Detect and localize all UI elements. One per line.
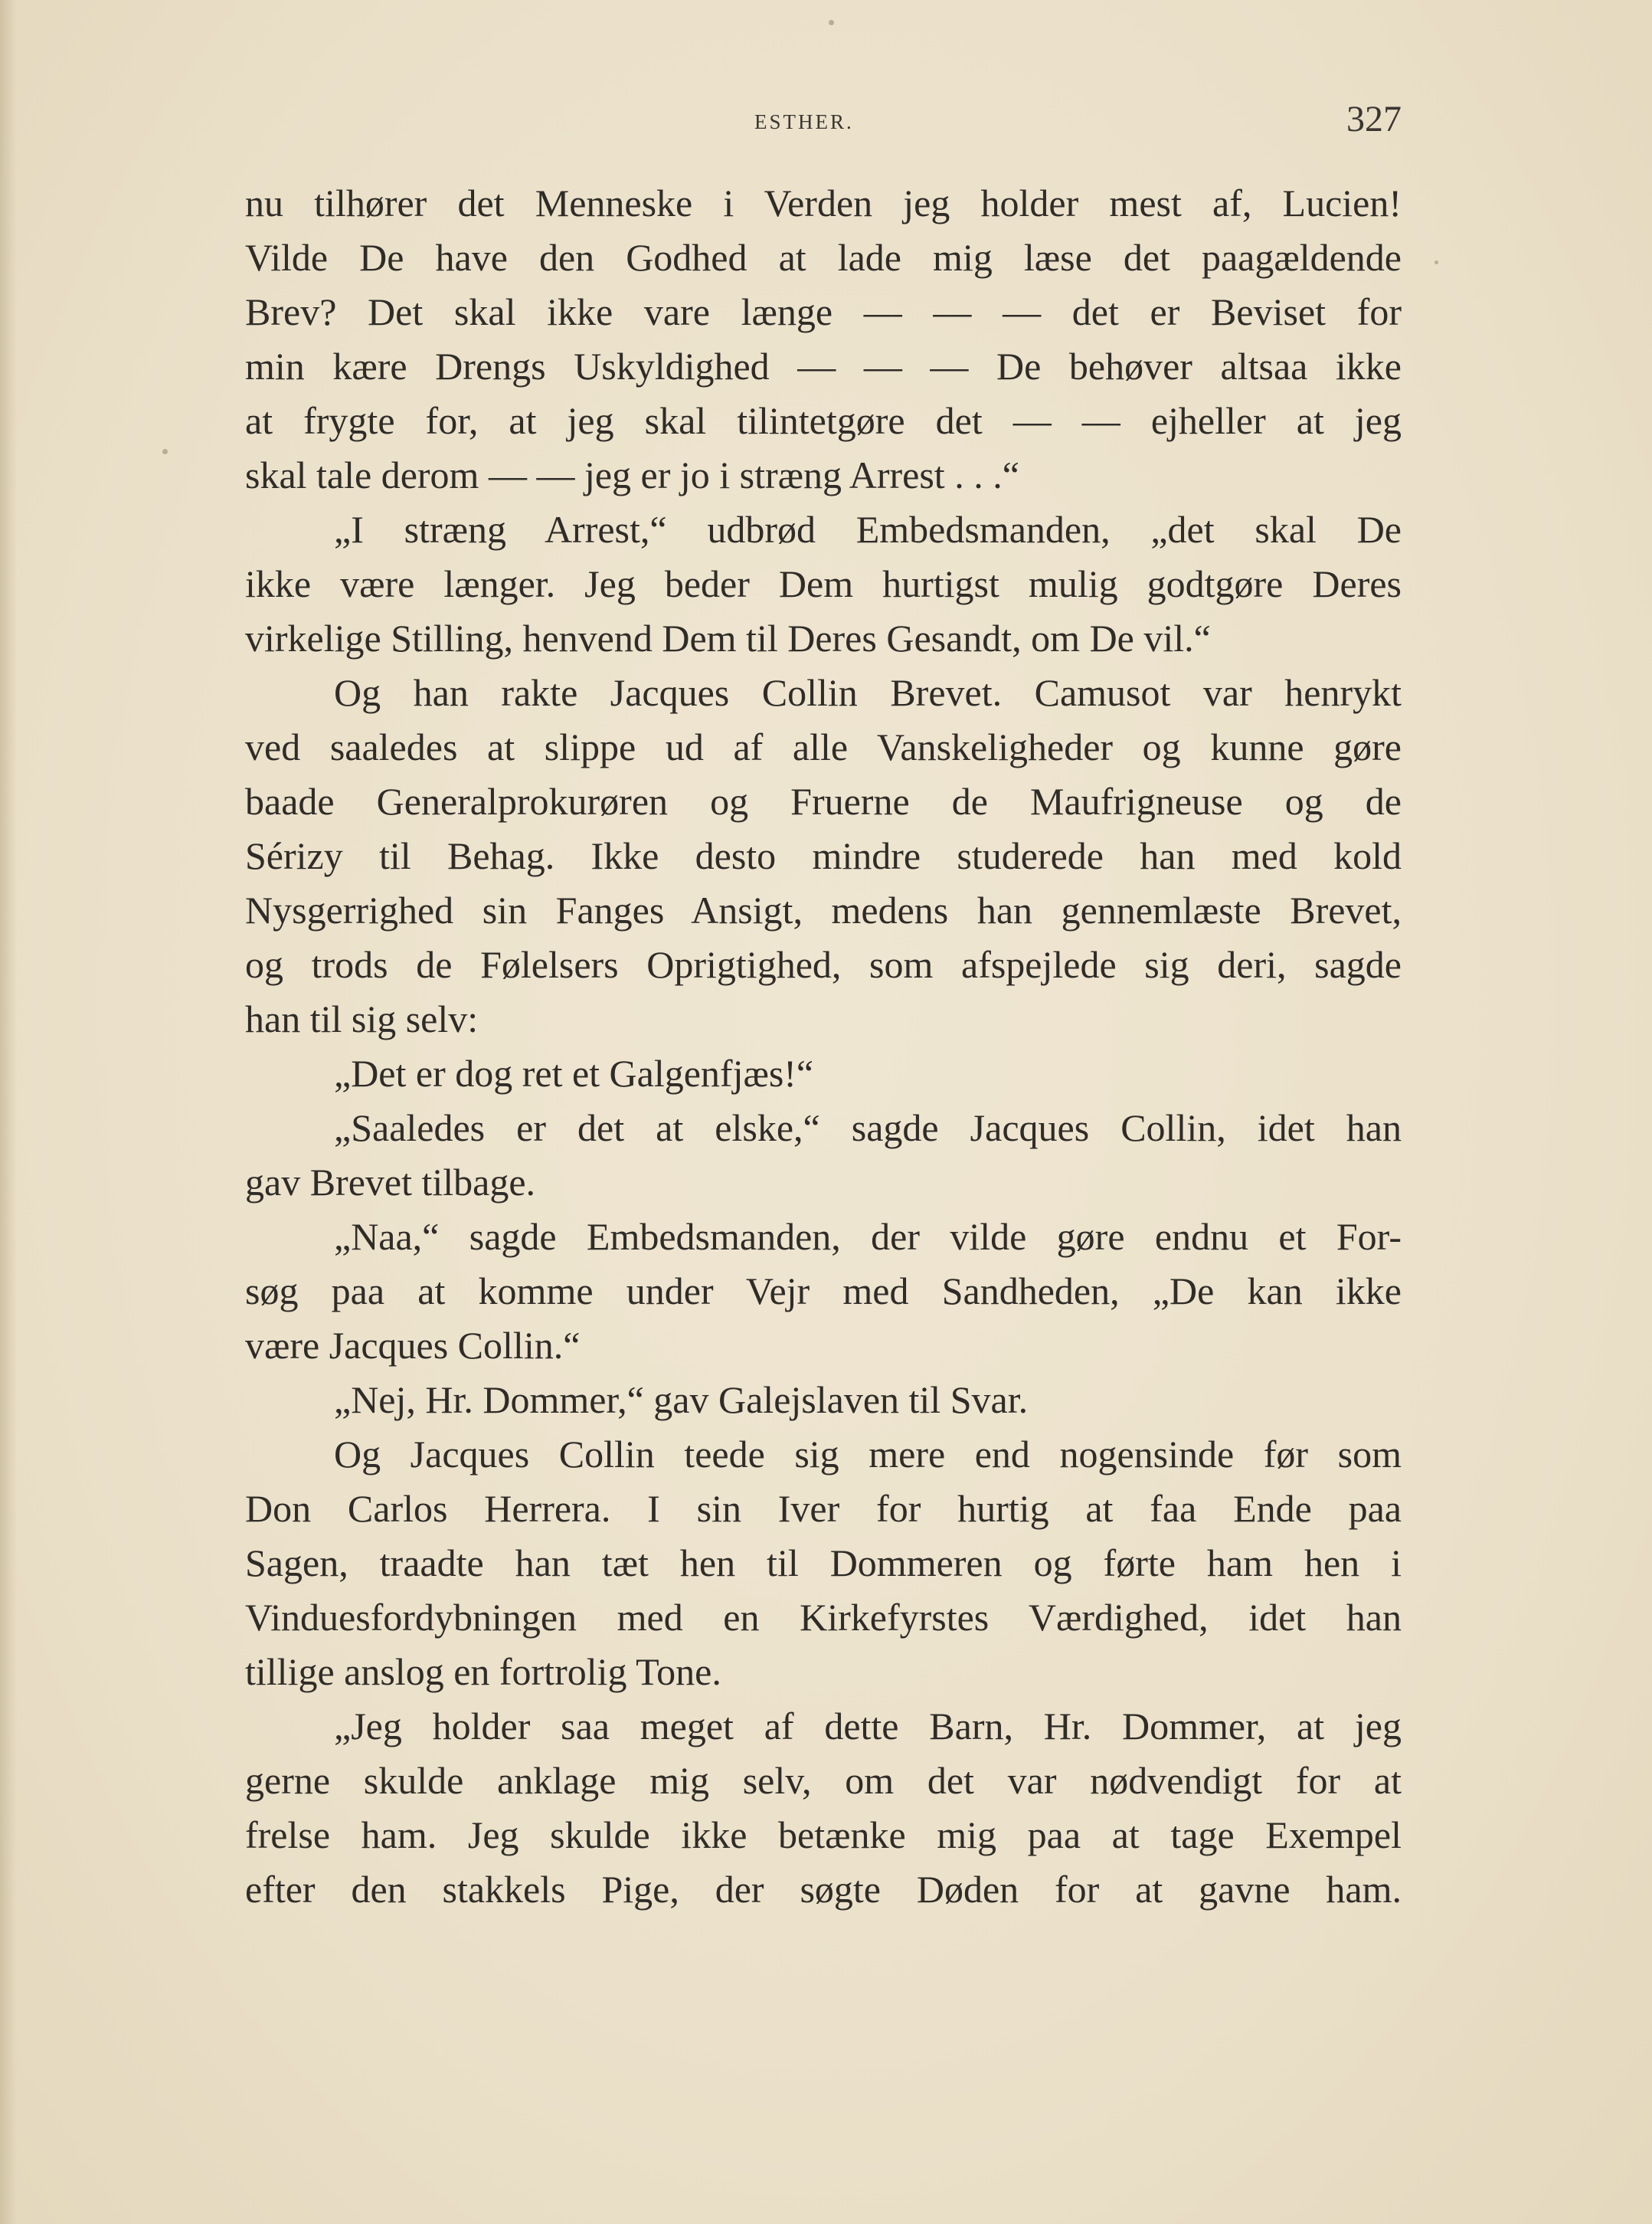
text-line: „Nej, Hr. Dommer,“ gav Galejslaven til Svar. — [334, 1378, 1029, 1421]
text-line: baade Generalprokurøren og Fruerne de Maufrigneuse og de — [245, 780, 1402, 823]
text-line: Brev? Det skal ikke vare længe — — — det er Beviset for — [245, 290, 1402, 333]
text-line: „Naa,“ sagde Embedsmanden, der vilde gøre endnu et For- — [334, 1215, 1402, 1258]
text-line: gerne skulde anklage mig selv, om det var nødvendigt for at — [245, 1759, 1402, 1802]
text-line: være Jacques Collin.“ — [245, 1324, 581, 1367]
text-line: Og Jacques Collin teede sig mere end nogensinde før som — [334, 1433, 1402, 1476]
text-line: „I stræng Arrest,“ udbrød Embedsmanden, „det skal De — [334, 508, 1402, 551]
text-line: frelse ham. Jeg skulde ikke betænke mig paa at tage Exempel — [245, 1813, 1402, 1856]
text-line: ved saaledes at slippe ud af alle Vanskeligheder og kunne gøre — [245, 726, 1402, 768]
text-line: nu tilhører det Menneske i Verden jeg holder mest af, Lucien! — [245, 182, 1402, 224]
page-header — [245, 98, 1402, 144]
text-line: min kære Drengs Uskyldighed — — — De behøver altsaa ikke — [245, 345, 1402, 388]
running-head: ESTHER. — [754, 110, 854, 133]
text-line: „Det er dog ret et Galgenfjæs!“ — [334, 1052, 814, 1095]
text-line: han til sig selv: — [245, 997, 479, 1040]
text-line: Og han rakte Jacques Collin Brevet. Camusot var henrykt — [334, 671, 1402, 714]
text-line: Vilde De have den Godhed at lade mig læse det paagældende — [245, 236, 1402, 279]
text-line: og trods de Følelsers Oprigtighed, som afspejlede sig deri, sagde — [245, 943, 1402, 986]
paper-speck — [829, 20, 834, 25]
text-line: efter den stakkels Pige, der søgte Døden for at gavne ham. — [245, 1868, 1402, 1911]
text-body — [245, 176, 1402, 1917]
text-line: skal tale derom — — jeg er jo i stræng Arrest . . .“ — [245, 454, 1019, 496]
text-line: „Saaledes er det at elske,“ sagde Jacques Collin, idet han — [334, 1106, 1402, 1149]
text-line: gav Brevet tilbage. — [245, 1161, 536, 1204]
text-line: Vinduesfordybningen med en Kirkefyrstes Værdighed, idet han — [245, 1596, 1402, 1639]
text-line: at frygte for, at jeg skal tilintetgøre det — — ejheller at jeg — [245, 399, 1402, 442]
text-line: virkelige Stilling, henvend Dem til Deres Gesandt, om De vil.“ — [245, 617, 1211, 660]
text-line: Nysgerrighed sin Fanges Ansigt, medens han gennemlæste Brevet, — [245, 889, 1402, 932]
text-line: søg paa at komme under Vejr med Sandheden, „De kan ikke — [245, 1269, 1402, 1312]
text-line: Sérizy til Behag. Ikke desto mindre studerede han med kold — [245, 834, 1402, 877]
text-line: tillige anslog en fortrolig Tone. — [245, 1650, 721, 1693]
page-number: 327 — [1346, 99, 1402, 139]
paper-speck — [1434, 260, 1438, 264]
text-line: Don Carlos Herrera. I sin Iver for hurtig at faa Ende paa — [245, 1487, 1402, 1530]
text-line: „Jeg holder saa meget af dette Barn, Hr. Dommer, at jeg — [334, 1705, 1402, 1747]
page-edge-shadow — [0, 0, 17, 2224]
paper-speck — [162, 449, 168, 454]
text-line: Sagen, traadte han tæt hen til Dommeren og førte ham hen i — [245, 1541, 1402, 1584]
text-line: ikke være længer. Jeg beder Dem hurtigst mulig godtgøre Deres — [245, 562, 1402, 605]
